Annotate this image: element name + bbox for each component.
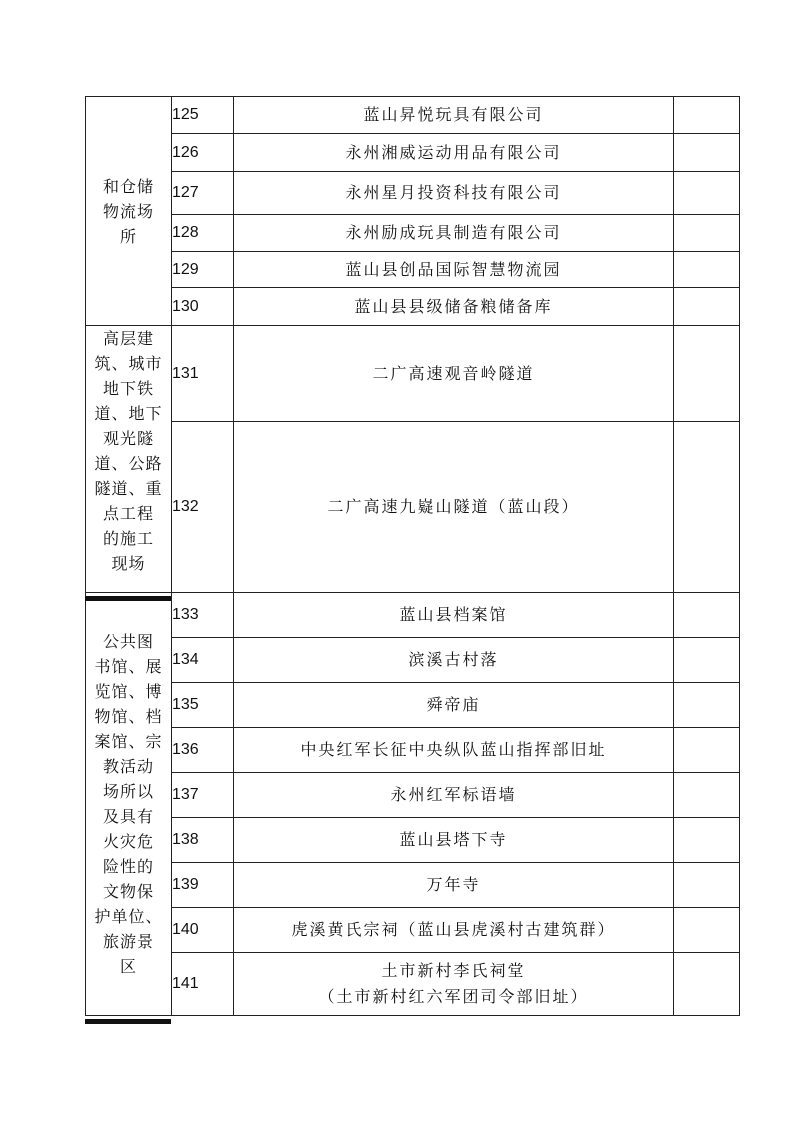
category-line: 隧道、重 xyxy=(94,479,163,498)
table-row xyxy=(86,172,740,215)
site-name xyxy=(234,326,674,422)
row-number: 127 xyxy=(172,172,234,215)
site-name-line: 万年寺 xyxy=(426,875,481,894)
category-line: 筑、城市 xyxy=(94,354,163,373)
row-number: 128 xyxy=(172,215,234,252)
row-number: 132 xyxy=(172,422,234,593)
table-row xyxy=(86,215,740,252)
category-line: 旅游景 xyxy=(102,932,154,951)
table-row xyxy=(86,683,740,728)
remark-cell xyxy=(674,97,740,134)
remark-cell xyxy=(674,172,740,215)
site-name-line: 二广高速九嶷山隧道（蓝山段） xyxy=(327,497,580,516)
remark-cell xyxy=(674,863,740,908)
row-number: 134 xyxy=(172,638,234,683)
site-name-line: 虎溪黄氏宗祠（蓝山县虎溪村古建筑群） xyxy=(291,920,616,939)
category-line: 书馆、展 xyxy=(94,657,163,676)
category-line: 现场 xyxy=(111,554,146,573)
site-name xyxy=(234,172,674,215)
row-number: 129 xyxy=(172,252,234,288)
site-name-line: 蓝山昇悦玩具有限公司 xyxy=(363,105,544,124)
site-name xyxy=(234,593,674,638)
remark-cell xyxy=(674,422,740,593)
category-line: 险性的 xyxy=(102,857,154,876)
table-row xyxy=(86,818,740,863)
remark-cell xyxy=(674,593,740,638)
category-line: 护单位、 xyxy=(94,907,163,926)
table-row xyxy=(86,908,740,953)
site-name-line: 二广高速观音岭隧道 xyxy=(372,363,535,383)
site-name-line: 永州红军标语墙 xyxy=(390,785,517,804)
row-number: 137 xyxy=(172,773,234,818)
site-name xyxy=(234,134,674,172)
table-row xyxy=(86,134,740,172)
site-name xyxy=(234,683,674,728)
category-line: 和仓储 xyxy=(102,176,154,196)
row-number: 131 xyxy=(172,326,234,422)
row-number: 126 xyxy=(172,134,234,172)
category-line: 物流场 xyxy=(102,201,154,221)
category-line: 及具有 xyxy=(102,807,154,826)
remark-cell xyxy=(674,818,740,863)
remark-cell xyxy=(674,326,740,422)
category-line: 区 xyxy=(119,957,137,976)
site-name xyxy=(234,215,674,252)
category-line: 点工程 xyxy=(102,504,154,523)
remark-cell xyxy=(674,953,740,1016)
row-number: 140 xyxy=(172,908,234,953)
row-number: 136 xyxy=(172,728,234,773)
table-row xyxy=(86,252,740,288)
table-row xyxy=(86,422,740,593)
row-number: 133 xyxy=(172,593,234,638)
site-name xyxy=(234,908,674,953)
category-cell xyxy=(86,593,172,1016)
site-name xyxy=(234,818,674,863)
site-name-line: 中央红军长征中央纵队蓝山指挥部旧址 xyxy=(300,740,607,759)
site-list-body xyxy=(86,97,740,1016)
category-line: 场所以 xyxy=(102,782,154,801)
site-name xyxy=(234,638,674,683)
site-list-table xyxy=(85,96,740,1016)
site-name-line: 舜帝庙 xyxy=(426,695,481,714)
remark-cell xyxy=(674,683,740,728)
remark-cell xyxy=(674,288,740,326)
category-line: 道、地下 xyxy=(94,404,163,423)
category-line: 览馆、博 xyxy=(94,682,163,701)
remark-cell xyxy=(674,638,740,683)
site-name xyxy=(234,97,674,134)
site-name xyxy=(234,252,674,288)
site-name-line: 蓝山县塔下寺 xyxy=(399,830,508,849)
site-name xyxy=(234,773,674,818)
category-line: 公共图 xyxy=(102,632,154,651)
remark-cell xyxy=(674,134,740,172)
category-line: 高层建 xyxy=(102,329,154,348)
remark-cell xyxy=(674,728,740,773)
site-name-line: （土市新村红六军团司令部旧址） xyxy=(318,987,589,1006)
site-name-line: 永州励成玩具制造有限公司 xyxy=(345,223,562,242)
remark-cell xyxy=(674,252,740,288)
remark-cell xyxy=(674,215,740,252)
row-number: 135 xyxy=(172,683,234,728)
category-cell xyxy=(86,97,172,326)
category-line: 所 xyxy=(119,226,137,246)
table-row xyxy=(86,773,740,818)
site-name-line: 土市新村李氏祠堂 xyxy=(381,961,526,980)
remark-cell xyxy=(674,773,740,818)
remark-cell xyxy=(674,908,740,953)
category-line: 道、公路 xyxy=(94,454,163,473)
category-line: 物馆、档 xyxy=(94,707,163,726)
category-line: 教活动 xyxy=(102,757,154,776)
table-row xyxy=(86,863,740,908)
category-line: 案馆、宗 xyxy=(94,732,163,751)
table-row xyxy=(86,953,740,1016)
site-name-line: 滨溪古村落 xyxy=(408,650,499,669)
site-name xyxy=(234,953,674,1016)
site-name xyxy=(234,728,674,773)
table-row xyxy=(86,638,740,683)
table-row xyxy=(86,593,740,638)
category-line: 观光隧 xyxy=(102,429,154,448)
row-number: 130 xyxy=(172,288,234,326)
category-line: 地下铁 xyxy=(102,379,154,398)
row-number: 139 xyxy=(172,863,234,908)
site-name xyxy=(234,863,674,908)
category-cell xyxy=(86,326,172,593)
row-number: 141 xyxy=(172,953,234,1016)
section-divider-bar xyxy=(85,1019,171,1024)
table-row xyxy=(86,728,740,773)
table-row xyxy=(86,97,740,134)
table-row xyxy=(86,326,740,422)
site-name-line: 永州星月投资科技有限公司 xyxy=(345,183,562,202)
category-line: 文物保 xyxy=(102,882,154,901)
site-name-line: 蓝山县县级储备粮储备库 xyxy=(354,296,553,316)
site-name-line: 蓝山县档案馆 xyxy=(399,605,508,624)
category-line: 火灾危 xyxy=(102,832,154,851)
site-name-line: 蓝山县创品国际智慧物流园 xyxy=(345,259,562,279)
section-divider-bar xyxy=(85,596,171,601)
site-name xyxy=(234,288,674,326)
category-line: 的施工 xyxy=(102,529,154,548)
row-number: 138 xyxy=(172,818,234,863)
row-number: 125 xyxy=(172,97,234,134)
table-row xyxy=(86,288,740,326)
site-name xyxy=(234,422,674,593)
site-name-line: 永州湘威运动用品有限公司 xyxy=(345,142,562,162)
